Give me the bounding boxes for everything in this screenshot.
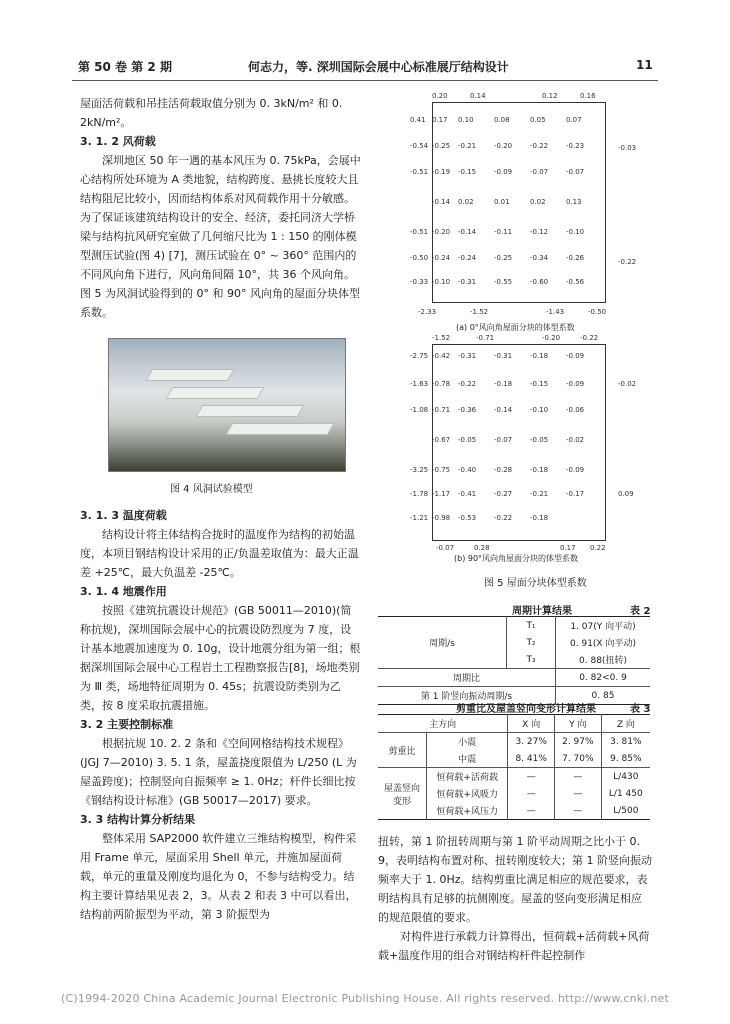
cell: -0.50 (410, 254, 429, 262)
paragraph: 按照《建筑抗震设计规范》(GB 50011—2010)(简称抗规)，深圳国际会展中心的抗震设防烈度为 7 度，设计基本地震加速度为 0. 10g，设计地震分组为第一组；根据深圳国际会展中心工程岩土工程勘察报告[8]，场地类别为 Ⅲ 类，场地特征周期为 0. 45s；抗震设防类别为乙类，按 8 度采取抗震措施。 (80, 604, 361, 712)
right-column-text (378, 832, 652, 965)
cell: -0.26 (566, 254, 585, 262)
table-3-number: 表 3 (630, 704, 651, 715)
wind-tunnel-model-photo (108, 338, 346, 472)
cell: -0.40 (458, 466, 477, 474)
vertical-period-label: 第 1 阶竖向振动周期/s (378, 687, 556, 705)
t1-value: 1. 07(Y 向平动) (570, 622, 636, 632)
cell: 0.17 (432, 116, 448, 124)
cell: -0.14 (494, 406, 513, 414)
paragraph: 根据抗规 10. 2. 2 条和《空间网格结构技术规程》(JGJ 7—2010) 3. 5. 1 条，屋盖挠度限值为 L/250 (L 为屋盖跨度)；控制竖向自振频率 ≥ 1. 0Hz；杆件长细比按《钢结构设计标准》(GB 50017—2017) 要求。 (80, 737, 357, 807)
cell: — (508, 785, 555, 802)
cell: -0.20 (432, 228, 451, 236)
paragraph: 屋面活荷载和吊挂活荷载取值分别为 0. 3kN/m² 和 0. 2kN/m²。 (80, 97, 343, 129)
cell: -0.10 (566, 228, 585, 236)
cell: 7. 70% (555, 750, 602, 768)
cell: — (555, 768, 602, 786)
cell: 0.08 (494, 116, 510, 124)
paragraph: 深圳地区 50 年一遇的基本风压为 0. 75kPa，会展中心结构所处环境为 A 类地貌，结构跨度、悬挑长度较大且结构阻尼比较小，因而结构体系对风荷载作用十分敏感。为了保证该建筑结构设计的安全、经济，委托同济大学桥梁与结构抗风研究室做了几何缩尺比为 1 : 150 的刚体模型测压试验(图 4) [7]，测压试验在 0° ~ 360° 范围内的不同风向角下进行，风向角间隔 10°，共 36 个风向角。图 5 为风洞试验得到的 0° 和 90° 风向角的屋面分块体型系数。 (80, 154, 361, 319)
cell: -0.06 (566, 406, 585, 414)
cell: -0.07 (530, 168, 549, 176)
cell: -0.11 (494, 228, 513, 236)
cell: -0.56 (566, 278, 585, 286)
cell: 0.10 (458, 116, 474, 124)
right-value: -0.03 (618, 144, 637, 152)
cell: 0.01 (494, 198, 510, 206)
paragraph: 结构设计将主体结构合拢时的温度作为结构的初始温度，本项目钢结构设计采用的正/负温差取值为：最大正温差 +25℃，最大负温差 -25℃。 (80, 528, 359, 579)
cell: -0.09 (566, 380, 585, 388)
table-2-title: 周期计算结果 (512, 606, 572, 617)
top-value: 0.12 (542, 92, 558, 100)
cell: -0.34 (530, 254, 549, 262)
cell: 2. 97% (555, 733, 602, 751)
combo-label: 恒荷载+活荷载 (427, 768, 508, 786)
bottom-value: -2.33 (418, 308, 437, 316)
cell: -0.25 (494, 254, 513, 262)
cell: — (508, 768, 555, 786)
cell: -0.15 (530, 380, 549, 388)
section-heading: 3. 2 主要控制标准 (80, 718, 174, 731)
cell: -0.09 (566, 466, 585, 474)
header-x: X 向 (508, 715, 555, 733)
cell: -0.19 (432, 168, 451, 176)
table-row (378, 617, 650, 635)
cell: L/430 (613, 771, 639, 782)
bottom-value: -1.52 (470, 308, 489, 316)
cell: -1.78 (410, 490, 429, 498)
period-label: 周期/s (378, 617, 507, 669)
cell: -0.10 (432, 278, 451, 286)
top-value: -0.71 (476, 334, 495, 342)
top-value: 0.20 (432, 92, 448, 100)
deflection-label: 屋盖竖向变形 (378, 768, 427, 820)
cell: -0.31 (458, 278, 477, 286)
cell: -0.09 (494, 168, 513, 176)
figure-5a-subcaption: (a) 0°风向角屋面分块的体型系数 (456, 323, 575, 332)
cell: -0.27 (494, 490, 513, 498)
cell: -0.10 (530, 406, 549, 414)
combo-label: 恒荷载+风压力 (427, 802, 508, 820)
bottom-value: 0.22 (590, 544, 606, 552)
cell: -0.33 (410, 278, 429, 286)
cell: 0.41 (410, 116, 426, 124)
right-value: -0.22 (618, 258, 637, 266)
cell: -0.24 (432, 254, 451, 262)
section-heading: 3. 1. 4 地震作用 (80, 585, 167, 598)
cell: -0.15 (458, 168, 477, 176)
cell: 0.07 (566, 116, 582, 124)
paragraph: 对构件进行承载力计算得出，恒荷载+活荷载+风荷载+温度作用的组合对钢结构杆件起控制作 (378, 930, 650, 962)
figure-5b-grid (410, 334, 650, 556)
cell: -0.14 (432, 198, 451, 206)
cell: — (555, 802, 602, 820)
table-row (378, 669, 650, 687)
combo-label: 恒荷载+风吸力 (427, 785, 508, 802)
bottom-value: 0.28 (474, 544, 490, 552)
table-row (378, 768, 650, 786)
cell: -0.22 (494, 514, 513, 522)
cell: -0.55 (494, 278, 513, 286)
copyright-footer: (C)1994-2020 China Academic Journal Electronic Publishing House. All rights reserved. http://www.cnki.net (61, 992, 669, 1005)
figure-4-caption: 图 4 风洞试验模型 (170, 484, 253, 495)
cell: -0.07 (494, 436, 513, 444)
t2-value: 0. 91(X 向平动) (570, 639, 636, 649)
cell: 8. 41% (508, 750, 555, 768)
t3-value: 0. 88(扭转) (579, 656, 627, 666)
cell: -0.18 (494, 380, 513, 388)
cell: -0.14 (458, 228, 477, 236)
right-value: 0.09 (618, 490, 634, 498)
cell: 0.02 (530, 198, 546, 206)
figure-5a-grid (410, 92, 650, 324)
cell: -0.21 (530, 490, 549, 498)
cell: -0.18 (530, 466, 549, 474)
cell: -0.18 (530, 514, 549, 522)
table-2 (378, 616, 650, 705)
shear-ratio-label: 剪重比 (378, 733, 427, 768)
cell: L/1 450 (608, 788, 643, 799)
table-row (378, 733, 650, 751)
cell: -0.54 (410, 142, 429, 150)
bottom-value: -1.43 (546, 308, 565, 316)
cell: -0.60 (530, 278, 549, 286)
section-heading: 3. 1. 2 风荷载 (80, 135, 156, 148)
small-eq-label: 小震 (427, 733, 508, 751)
cell: -1.17 (432, 490, 451, 498)
cell: -1.08 (410, 406, 429, 414)
cell: -0.98 (432, 514, 451, 522)
cell: -0.51 (410, 168, 429, 176)
ratio-label: 周期比 (378, 669, 556, 687)
cell: -0.67 (432, 436, 451, 444)
cell: -0.07 (566, 168, 585, 176)
cell: -1.21 (410, 514, 429, 522)
cell: -0.02 (566, 436, 585, 444)
cell: -0.41 (458, 490, 477, 498)
paragraph: 整体采用 SAP2000 软件建立三维结构模型，构件采用 Frame 单元，屋面采用 Shell 单元，并施加屋面荷载，单元的重量及刚度均退化为 0，不参与结构受力。结构主要计算结果见表 2，3。从表 2 和表 3 中可以看出，结构前两阶振型为平动，第 3 阶振型为 (80, 832, 357, 921)
cell: -0.75 (432, 466, 451, 474)
right-value: -0.02 (618, 380, 637, 388)
top-value: -0.20 (542, 334, 561, 342)
cell: -0.31 (494, 352, 513, 360)
cell: 0.05 (530, 116, 546, 124)
cell: -0.28 (494, 466, 513, 474)
cell: -0.05 (530, 436, 549, 444)
cell: — (508, 802, 555, 820)
running-title: 何志力，等. 深圳国际会展中心标准展厅结构设计 (248, 60, 509, 74)
figure-5b-subcaption: (b) 90°风向角屋面分块的体型系数 (454, 554, 579, 563)
t2-label: T₂ (507, 634, 556, 651)
cell: -0.71 (432, 406, 451, 414)
section-heading: 3. 1. 3 温度荷载 (80, 509, 167, 522)
cell: -0.51 (410, 228, 429, 236)
cell: -3.25 (410, 466, 429, 474)
left-column-top (80, 94, 362, 322)
header-main-direction: 主方向 (378, 715, 508, 733)
section-heading: 3. 3 结构计算分析结果 (80, 813, 196, 826)
cell: -0.78 (432, 380, 451, 388)
t3-label: T₃ (507, 651, 556, 669)
cell: -0.18 (530, 352, 549, 360)
table-3 (378, 714, 650, 820)
cell: 0.02 (458, 198, 474, 206)
cell: L/500 (613, 805, 639, 816)
table-header-row (378, 715, 650, 733)
cell: -0.23 (566, 142, 585, 150)
figure-5-caption: 图 5 屋面分块体型系数 (484, 578, 587, 589)
cell: -0.09 (566, 352, 585, 360)
cell: -0.24 (458, 254, 477, 262)
cell: 0.13 (566, 198, 582, 206)
t1-label: T₁ (507, 617, 556, 635)
header-rule (72, 80, 658, 81)
top-value: -1.52 (432, 334, 451, 342)
header-z: Z 向 (616, 720, 635, 730)
top-value: 0.16 (580, 92, 596, 100)
cell: -0.21 (458, 142, 477, 150)
left-column-bottom (80, 506, 362, 924)
cell: -0.53 (458, 514, 477, 522)
cell: -1.63 (410, 380, 429, 388)
bottom-value: -0.50 (588, 308, 607, 316)
cell: — (555, 785, 602, 802)
journal-volume: 第 50 卷 第 2 期 (78, 60, 172, 74)
cell: -0.17 (566, 490, 585, 498)
ratio-value: 0. 82<0. 9 (579, 672, 627, 683)
cell: -0.20 (494, 142, 513, 150)
paragraph: 扭转，第 1 阶扭转周期与第 1 阶平动周期之比小于 0. 9，表明结构布置对称、扭转刚度较大；第 1 阶竖向振动频率大于 1. 0Hz。结构剪重比满足相应的规范要求，表明结构具有足够的抗侧刚度。屋盖的竖向变形满足相应的规范限值的要求。 (378, 835, 652, 924)
mid-eq-label: 中震 (427, 750, 508, 768)
cell: -2.75 (410, 352, 429, 360)
table-3-title: 剪重比及屋盖竖向变形计算结果 (456, 704, 596, 715)
cell: -0.12 (530, 228, 549, 236)
table-2-number: 表 2 (630, 606, 651, 617)
cell: 3. 27% (508, 733, 555, 751)
cell: -0.25 (432, 142, 451, 150)
cell: -0.31 (458, 352, 477, 360)
cell: -0.42 (432, 352, 451, 360)
bottom-value: 0.17 (560, 544, 576, 552)
cell: -0.05 (458, 436, 477, 444)
page-number: 11 (636, 58, 653, 72)
bottom-value: -0.07 (436, 544, 455, 552)
cell: -0.22 (458, 380, 477, 388)
cell: 3. 81% (610, 736, 642, 747)
cell: 9. 85% (610, 753, 642, 764)
vertical-period-value: 0. 85 (591, 690, 615, 701)
header-y: Y 向 (555, 715, 602, 733)
top-value: -0.22 (580, 334, 599, 342)
cell: -0.36 (458, 406, 477, 414)
cell: -0.22 (530, 142, 549, 150)
top-value: 0.14 (470, 92, 486, 100)
